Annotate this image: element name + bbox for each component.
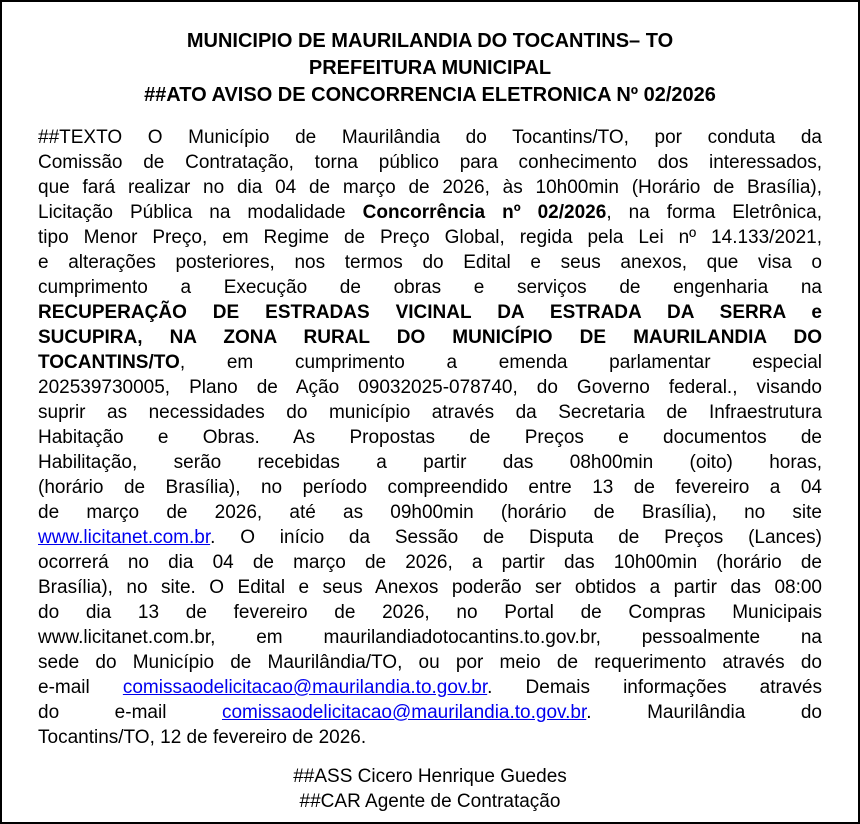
text-run: do dia 13 de fevereiro de 2026, no Portal de Compras Municipais — [38, 602, 822, 623]
text-run: (horário de Brasília), no período compreendido entre 13 de fevereiro a 04 — [38, 477, 822, 498]
body-line — [38, 250, 822, 275]
notice-signature — [38, 764, 822, 814]
text-run: Habilitação, serão recebidas a partir das 08h00min (oito) horas, — [38, 452, 822, 473]
text-run: . Maurilândia do — [586, 702, 822, 723]
text-run: sede do Município de Maurilândia/TO, ou por meio de requerimento através do — [38, 652, 822, 673]
header-line-municipality: MUNICIPIO DE MAURILANDIA DO TOCANTINS– TO — [186, 30, 674, 52]
text-run: ##TEXTO O Município de Maurilândia do Tocantins/TO, por conduta da — [38, 127, 822, 148]
body-line — [38, 550, 822, 575]
signature-name-line: ##ASS Cicero Henrique Guedes — [293, 766, 567, 787]
body-line — [38, 600, 822, 625]
body-line — [38, 650, 822, 675]
body-line — [38, 425, 822, 450]
hyperlink[interactable]: comissaodelicitacao@maurilandia.to.gov.br — [122, 677, 488, 698]
body-line — [38, 225, 822, 250]
body-line — [38, 500, 822, 525]
text-run: do e-mail — [38, 702, 222, 723]
text-run: Licitação Pública na modalidade — [38, 202, 363, 223]
body-line — [38, 375, 822, 400]
text-run: e alterações posteriores, nos termos do Edital e seus anexos, que visa o — [38, 252, 822, 273]
text-run: www.licitanet.com.br, em maurilandiadotocantins.to.gov.br, pessoalmente na — [38, 627, 822, 648]
body-line — [38, 350, 822, 375]
body-line — [38, 125, 822, 150]
body-line — [38, 175, 822, 200]
body-line — [38, 725, 822, 750]
text-run: Habitação e Obras. As Propostas de Preços e documentos de — [38, 427, 822, 448]
body-line — [38, 450, 822, 475]
body-line — [38, 475, 822, 500]
text-run: TOCANTINS/TO — [38, 352, 180, 373]
text-run: cumprimento a Execução de obras e serviços de engenharia na — [38, 277, 822, 298]
body-line — [38, 525, 822, 550]
hyperlink[interactable]: comissaodelicitacao@maurilandia.to.gov.br — [221, 702, 587, 723]
header-line-notice-title: ##ATO AVISO DE CONCORRENCIA ELETRONICA Nº 02/2026 — [144, 84, 716, 106]
body-line — [38, 675, 822, 700]
body-line — [38, 300, 822, 325]
text-run: 202539730005, Plano de Ação 09032025-078740, do Governo federal., visando — [38, 377, 822, 398]
text-run: de março de 2026, até as 09h00min (horário de Brasília), no site — [38, 502, 822, 523]
body-line — [38, 275, 822, 300]
notice-body — [38, 125, 822, 750]
body-line — [38, 325, 822, 350]
notice-header — [38, 28, 822, 109]
text-run: suprir as necessidades do município através da Secretaria de Infraestrutura — [38, 402, 822, 423]
text-run: Tocantins/TO, 12 de fevereiro de 2026. — [38, 727, 367, 748]
text-run: ocorrerá no dia 04 de março de 2026, a partir das 10h00min (horário de — [38, 552, 822, 573]
text-run: e-mail — [38, 677, 123, 698]
text-run: RECUPERAÇÃO DE ESTRADAS VICINAL DA ESTRADA DA SERRA e — [38, 302, 822, 323]
body-line — [38, 625, 822, 650]
text-run: Comissão de Contratação, torna público para conhecimento dos interessados, — [38, 152, 822, 173]
text-run: , em cumprimento a emenda parlamentar especial — [179, 352, 822, 373]
body-line — [38, 575, 822, 600]
body-line — [38, 400, 822, 425]
hyperlink[interactable]: www.licitanet.com.br — [38, 527, 211, 548]
text-run: tipo Menor Preço, em Regime de Preço Global, regida pela Lei nº 14.133/2021, — [38, 227, 822, 248]
body-line — [38, 200, 822, 225]
text-run: Concorrência nº 02/2026 — [362, 202, 607, 223]
text-run: . Demais informações através — [487, 677, 822, 698]
text-run: SUCUPIRA, NA ZONA RURAL DO MUNICÍPIO DE MAURILANDIA DO — [38, 327, 822, 348]
text-run: Brasília), no site. O Edital e seus Anexos poderão ser obtidos a partir das 08:00 — [38, 577, 822, 598]
text-run: que fará realizar no dia 04 de março de 2026, às 10h00min (Horário de Brasília), — [38, 177, 822, 198]
text-run: . O início da Sessão de Disputa de Preços (Lances) — [210, 527, 822, 548]
header-line-prefecture: PREFEITURA MUNICIPAL — [308, 57, 552, 79]
body-line — [38, 150, 822, 175]
body-line — [38, 700, 822, 725]
signature-role-line: ##CAR Agente de Contratação — [299, 791, 561, 812]
text-run: , na forma Eletrônica, — [606, 202, 823, 223]
